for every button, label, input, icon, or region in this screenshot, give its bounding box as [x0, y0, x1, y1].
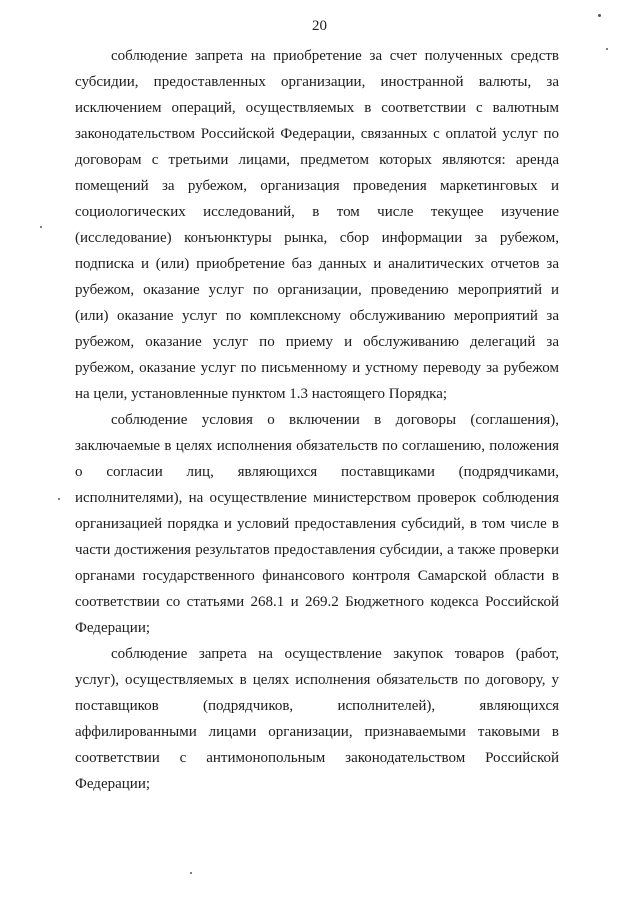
scan-speck — [598, 14, 601, 17]
text-line: соблюдение запрета на приобретение за счет полученных средств — [111, 48, 559, 64]
text-line: рубежом, оказание услуг по приему и обслуживанию делегаций за — [75, 334, 559, 350]
text-line: исключением операций, осуществляемых в соответствии с валютным — [75, 100, 559, 116]
text-line: о согласии лиц, являющихся поставщиками (подрядчиками, — [75, 464, 559, 480]
text-line: исполнителями), на осуществление министерством проверок соблюдения — [75, 490, 559, 506]
text-line: аффилированными лицами организации, признаваемыми таковыми в — [75, 724, 559, 740]
scan-speck — [190, 872, 192, 874]
text-line: услуг), осуществляемых в целях исполнения обязательств по договору, у — [75, 672, 559, 688]
text-line: (исследование) конъюнктуры рынка, сбор информации за рубежом, — [75, 230, 559, 246]
inclusion-condition-paragraph — [75, 407, 559, 641]
scan-speck — [58, 498, 60, 500]
text-line: подписка и (или) приобретение баз данных и аналитических отчетов за — [75, 256, 559, 272]
scan-speck — [40, 226, 42, 228]
scan-speck — [606, 48, 608, 50]
text-line: соответствии со статьями 268.1 и 269.2 Бюджетного кодекса Российской — [75, 594, 559, 610]
text-line: Федерации; — [75, 620, 151, 636]
text-line: организацией порядка и условий предоставления субсидий, в том числе в — [75, 516, 559, 532]
text-line: рубежом, оказание услуг по письменному и устному переводу за рубежом — [75, 360, 559, 376]
document-body — [75, 43, 559, 797]
text-line: рубежом, оказание услуг по организации, проведению мероприятий и — [75, 282, 559, 298]
text-line: поставщиков (подрядчиков, исполнителей), являющихся — [75, 698, 559, 714]
text-line: социологических исследований, в том числе текущее изучение — [75, 204, 559, 220]
page-number: 20 — [312, 18, 327, 34]
text-line: законодательством Российской Федерации, связанных с оплатой услуг по — [75, 126, 559, 142]
text-line: соблюдение запрета на осуществление закупок товаров (работ, — [111, 646, 559, 662]
text-line: (или) оказание услуг по комплексному обслуживанию мероприятий за — [75, 308, 559, 324]
text-line: соблюдение условия о включении в договоры (соглашения), — [111, 412, 559, 428]
text-line: органами государственного финансового контроля Самарской области в — [75, 568, 559, 584]
purchase-ban-paragraph — [75, 43, 559, 407]
text-line: на цели, установленные пунктом 1.3 настоящего Порядка; — [75, 386, 448, 402]
text-line: части достижения результатов предоставления субсидии, а также проверки — [75, 542, 559, 558]
text-line: Федерации; — [75, 776, 151, 792]
text-line: договорам с третьими лицами, предметом которых являются: аренда — [75, 152, 559, 168]
text-line: субсидии, предоставленных организации, иностранной валюты, за — [75, 74, 559, 90]
text-line: соответствии с антимонопольным законодательством Российской — [75, 750, 559, 766]
text-line: помещений за рубежом, организация проведения маркетинговых и — [75, 178, 559, 194]
text-line: заключаемые в целях исполнения обязательств по соглашению, положения — [75, 438, 559, 454]
affiliated-purchase-ban-paragraph — [75, 641, 559, 797]
